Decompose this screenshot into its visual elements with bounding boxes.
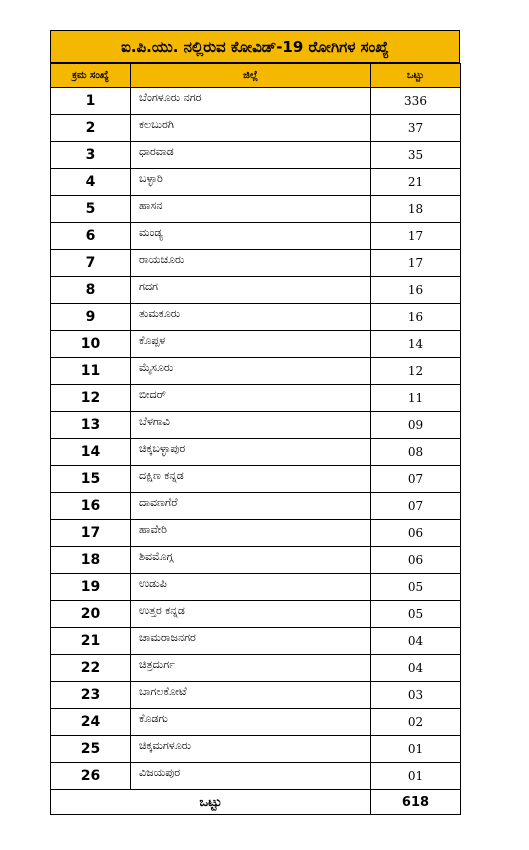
row-count: 11 <box>371 385 461 412</box>
row-count: 01 <box>371 736 461 763</box>
row-count: 04 <box>371 628 461 655</box>
row-number: 25 <box>51 736 131 763</box>
row-number: 13 <box>51 412 131 439</box>
row-number: 4 <box>51 169 131 196</box>
table-row <box>51 412 461 439</box>
table-row <box>51 223 461 250</box>
row-count: 07 <box>371 493 461 520</box>
header-row <box>51 64 461 88</box>
row-count: 336 <box>371 88 461 115</box>
row-district: ಬೆಳಗಾವಿ <box>131 412 371 439</box>
row-number: 21 <box>51 628 131 655</box>
row-count: 07 <box>371 466 461 493</box>
table-row <box>51 169 461 196</box>
row-district: ಚಾಮರಾಜನಗರ <box>131 628 371 655</box>
row-district: ಉಡುಪಿ <box>131 574 371 601</box>
row-count: 09 <box>371 412 461 439</box>
row-district: ಕಲಬುರಗಿ <box>131 115 371 142</box>
row-count: 03 <box>371 682 461 709</box>
table-row <box>51 763 461 790</box>
table-row <box>51 439 461 466</box>
row-number: 2 <box>51 115 131 142</box>
table-row <box>51 88 461 115</box>
covid-table-container <box>50 30 460 815</box>
total-value: 618 <box>371 790 461 815</box>
row-number: 1 <box>51 88 131 115</box>
row-district: ರಾಯಚೂರು <box>131 250 371 277</box>
row-district: ತುಮಕೂರು <box>131 304 371 331</box>
row-number: 3 <box>51 142 131 169</box>
row-count: 17 <box>371 250 461 277</box>
row-count: 21 <box>371 169 461 196</box>
row-number: 8 <box>51 277 131 304</box>
table-row <box>51 736 461 763</box>
table-row <box>51 358 461 385</box>
row-number: 14 <box>51 439 131 466</box>
row-count: 06 <box>371 547 461 574</box>
row-number: 24 <box>51 709 131 736</box>
row-district: ಧಾರವಾಡ <box>131 142 371 169</box>
row-district: ಬಾಗಲಕೋಟೆ <box>131 682 371 709</box>
row-count: 37 <box>371 115 461 142</box>
row-number: 11 <box>51 358 131 385</box>
row-number: 20 <box>51 601 131 628</box>
row-number: 15 <box>51 466 131 493</box>
table-row <box>51 547 461 574</box>
row-number: 10 <box>51 331 131 358</box>
row-number: 18 <box>51 547 131 574</box>
row-district: ವಿಜಯಪುರ <box>131 763 371 790</box>
header-district: ಜಿಲ್ಲೆ <box>131 64 371 88</box>
row-number: 12 <box>51 385 131 412</box>
row-count: 02 <box>371 709 461 736</box>
row-count: 16 <box>371 304 461 331</box>
table-row <box>51 304 461 331</box>
row-district: ಕೊಪ್ಪಳ <box>131 331 371 358</box>
table-row <box>51 385 461 412</box>
row-count: 06 <box>371 520 461 547</box>
row-district: ಹಾವೇರಿ <box>131 520 371 547</box>
row-district: ಮಂಡ್ಯ <box>131 223 371 250</box>
header-sno: ಕ್ರಮ ಸಂಖ್ಯೆ <box>51 64 131 88</box>
row-count: 14 <box>371 331 461 358</box>
total-row <box>51 790 461 815</box>
row-number: 5 <box>51 196 131 223</box>
row-district: ಚಿಕ್ಕಮಗಳೂರು <box>131 736 371 763</box>
table-row <box>51 115 461 142</box>
row-count: 17 <box>371 223 461 250</box>
row-district: ಶಿವಮೊಗ್ಗ <box>131 547 371 574</box>
row-number: 17 <box>51 520 131 547</box>
row-count: 05 <box>371 601 461 628</box>
table-row <box>51 196 461 223</box>
row-count: 16 <box>371 277 461 304</box>
header-total: ಒಟ್ಟು <box>371 64 461 88</box>
table-row <box>51 628 461 655</box>
row-number: 7 <box>51 250 131 277</box>
row-district: ಬೆಂಗಳೂರು ನಗರ <box>131 88 371 115</box>
row-number: 16 <box>51 493 131 520</box>
table-body <box>51 88 461 790</box>
row-number: 23 <box>51 682 131 709</box>
table-row <box>51 682 461 709</box>
row-count: 08 <box>371 439 461 466</box>
row-count: 04 <box>371 655 461 682</box>
table-row <box>51 277 461 304</box>
row-district: ಬೀದರ್ <box>131 385 371 412</box>
row-number: 9 <box>51 304 131 331</box>
table-row <box>51 466 461 493</box>
row-number: 26 <box>51 763 131 790</box>
row-district: ಹಾಸನ <box>131 196 371 223</box>
row-district: ಚಿಕ್ಕಬಳ್ಳಾಪುರ <box>131 439 371 466</box>
total-label: ಒಟ್ಟು <box>51 790 371 815</box>
table-title: ಐ.ಪಿ.ಯು. ನಲ್ಲಿರುವ ಕೋವಿಡ್-19 ರೋಗಿಗಳ ಸಂಖ್ಯೆ <box>50 30 460 63</box>
row-count: 05 <box>371 574 461 601</box>
table-row <box>51 655 461 682</box>
row-district: ಬಳ್ಳಾರಿ <box>131 169 371 196</box>
row-district: ಕೊಡಗು <box>131 709 371 736</box>
table-row <box>51 709 461 736</box>
row-count: 35 <box>371 142 461 169</box>
table-row <box>51 142 461 169</box>
table-row <box>51 250 461 277</box>
table-row <box>51 493 461 520</box>
row-district: ಗದಗ <box>131 277 371 304</box>
row-count: 12 <box>371 358 461 385</box>
row-district: ಉತ್ತರ ಕನ್ನಡ <box>131 601 371 628</box>
row-count: 18 <box>371 196 461 223</box>
table-row <box>51 331 461 358</box>
row-number: 22 <box>51 655 131 682</box>
district-table <box>50 63 461 815</box>
row-district: ದಕ್ಷಿಣ ಕನ್ನಡ <box>131 466 371 493</box>
row-count: 01 <box>371 763 461 790</box>
table-row <box>51 601 461 628</box>
table-row <box>51 520 461 547</box>
row-number: 6 <box>51 223 131 250</box>
row-number: 19 <box>51 574 131 601</box>
row-district: ಚಿತ್ರದುರ್ಗ <box>131 655 371 682</box>
table-row <box>51 574 461 601</box>
row-district: ಮೈಸೂರು <box>131 358 371 385</box>
row-district: ದಾವಣಗೆರೆ <box>131 493 371 520</box>
